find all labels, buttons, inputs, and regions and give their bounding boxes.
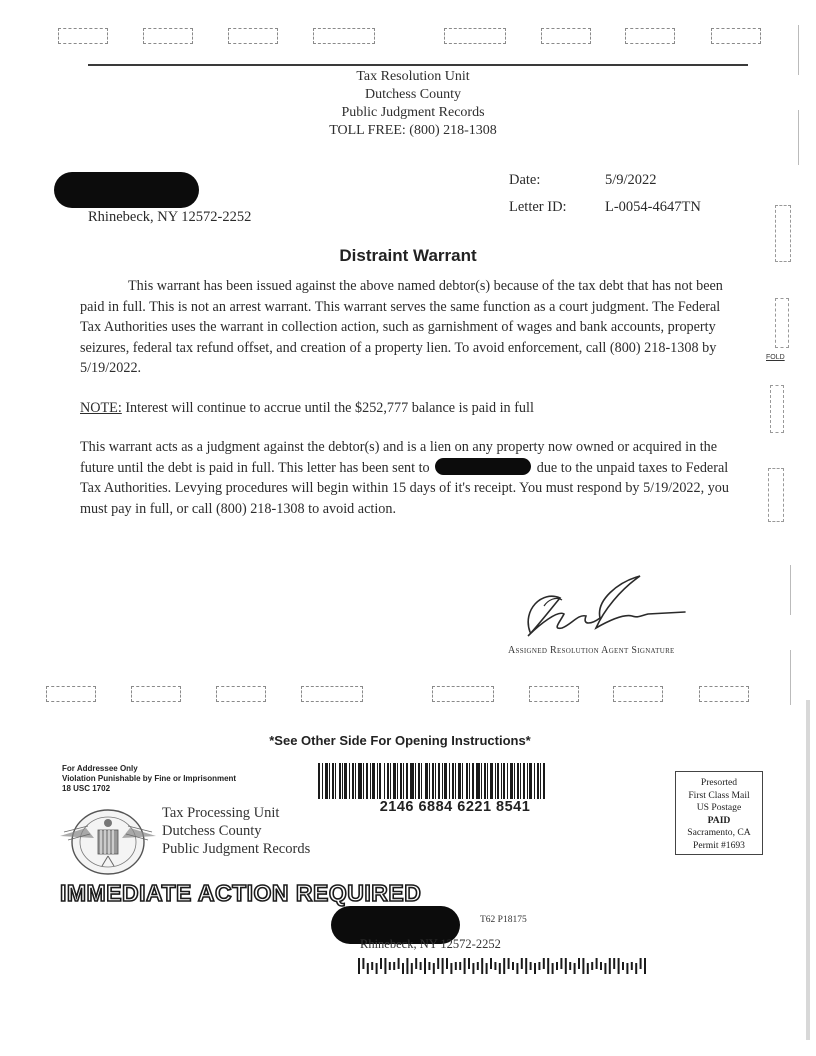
postage-line-2: First Class Mail	[688, 789, 750, 801]
letter-id-label: Letter ID:	[509, 199, 567, 215]
postage-line-5: Sacramento, CA	[687, 827, 751, 838]
postage-line-1: Presorted	[700, 777, 738, 788]
postage-line-3: US Postage	[696, 802, 742, 813]
postage-line-4: PAID	[707, 814, 731, 826]
date-label: Date:	[509, 172, 541, 188]
route-code: T62 P18175	[480, 915, 527, 925]
note-text: Interest will continue to accrue until the $252,777 balance is paid in full	[121, 400, 534, 416]
paragraph-3-text-a: This warrant acts as a judgment against the debtor(s) and is a lien on any property now owned or acquired in the future until the debt is paid in full. This letter has been sent to	[80, 439, 718, 476]
paragraph-3-text-b: due to the unpaid taxes to Federal Tax Authorities. Levying procedures will begin within 15 days of it's receipt. You must respond by 5/19/2022, you must pay in full, or call (800) 218-1308 to avoid action.	[80, 459, 729, 517]
paragraph-1-text: This warrant has been issued against the above named debtor(s) because of the tax debt that has not been paid in full. This is not an arrest warrant. This warrant serves the same function as a court judgment. The Federal Tax Authorities uses the warrant in collection action, such as garnishment of wages and bank accounts, property seizures, federal tax refund offset, and creation of a property lien. To avoid enforcement, call (800) 218-1308 by 5/19/2022.	[80, 278, 723, 376]
body-paragraph-3	[80, 437, 730, 519]
addressee-notice	[62, 764, 236, 794]
signature-caption: Assigned Resolution Agent Signature	[508, 645, 675, 656]
addressee-city: Rhinebeck, NY 12572-2252	[88, 209, 252, 225]
header-rule	[88, 64, 748, 66]
urgent-banner: IMMEDIATE ACTION REQUIRED	[60, 880, 422, 906]
sender-block	[162, 804, 310, 858]
redacted-name	[54, 172, 199, 208]
redacted-recipient	[435, 458, 531, 475]
page-title: Distraint Warrant	[339, 246, 477, 265]
sender-line-2: Dutchess County	[162, 823, 262, 839]
barcode-number: 2146 6884 6221 8541	[379, 799, 531, 815]
letter-id-value: L-0054-4647TN	[605, 199, 701, 215]
letter-header	[213, 68, 613, 140]
header-toll-free: TOLL FREE: (800) 218-1308	[329, 123, 497, 138]
body-paragraph-1	[80, 276, 730, 379]
header-county: Dutchess County	[364, 87, 462, 102]
fold-label: FOLD	[766, 354, 785, 361]
postage-line-6: Permit #1693	[693, 839, 745, 851]
note-paragraph	[80, 398, 730, 419]
sender-line-1: Tax Processing Unit	[162, 805, 280, 821]
note-label: NOTE:	[80, 400, 122, 416]
opening-instructions: *See Other Side For Opening Instructions*	[269, 733, 531, 748]
violation-notice: Violation Punishable by Fine or Imprisonment	[62, 774, 237, 783]
date-value: 5/9/2022	[605, 172, 657, 188]
postal-imb-barcode	[358, 958, 652, 974]
recipient-city: Rhinebeck, NY 12572-2252	[360, 937, 501, 951]
usc-code: 18 USC 1702	[62, 784, 111, 793]
header-unit: Tax Resolution Unit	[356, 69, 470, 84]
mail-barcode	[318, 763, 592, 799]
postage-indicia	[675, 771, 763, 855]
sender-line-3: Public Judgment Records	[162, 841, 311, 857]
county-seal-logo	[58, 806, 158, 878]
agent-signature	[500, 570, 700, 650]
addressee-only: For Addressee Only	[62, 764, 138, 773]
header-records: Public Judgment Records	[341, 105, 485, 120]
